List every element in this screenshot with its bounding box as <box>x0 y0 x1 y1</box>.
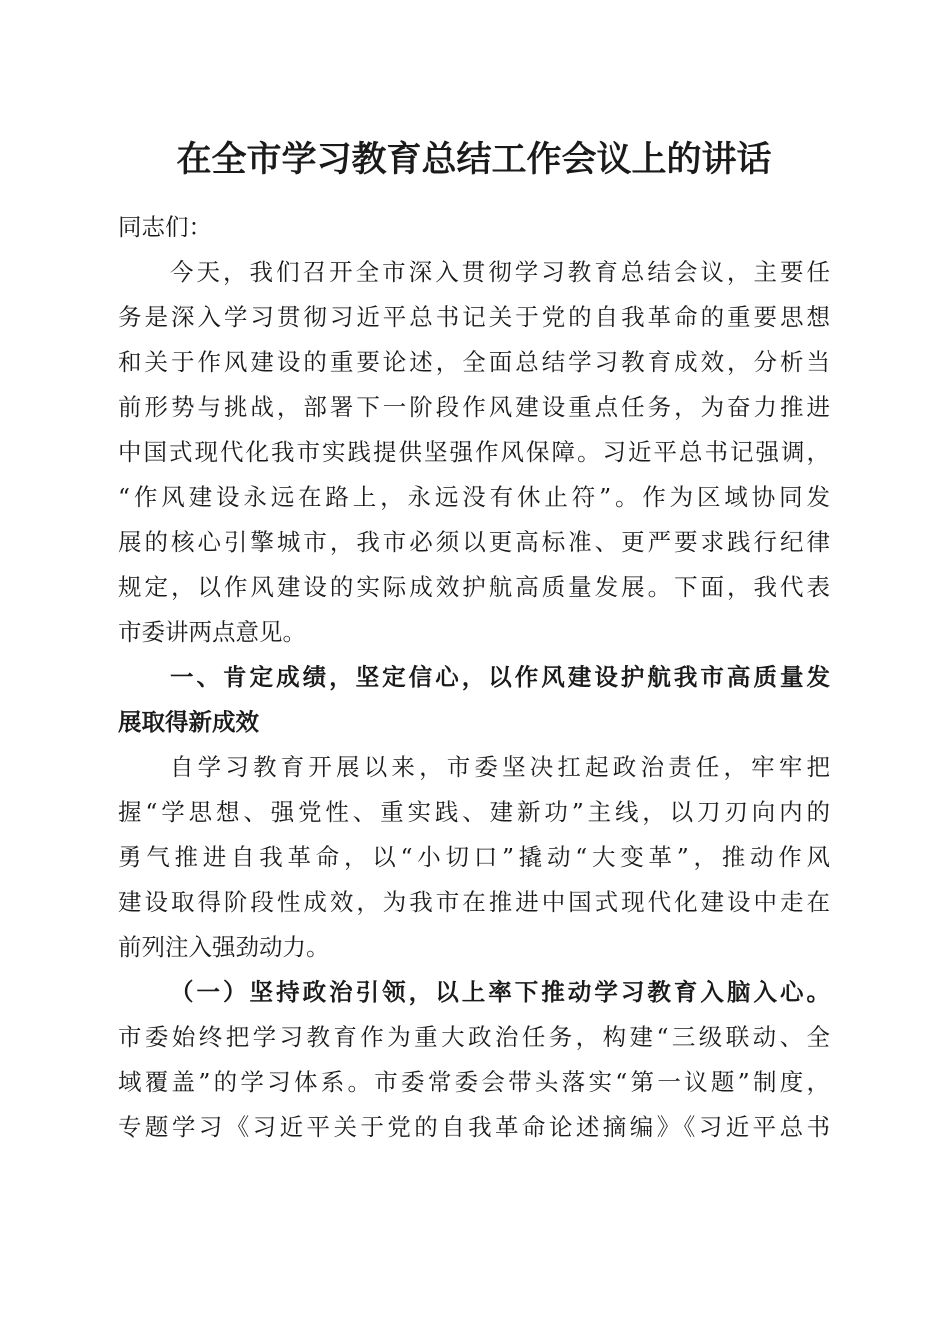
paragraph-line: 展的核心引擎城市，我市必须以更高标准、更严要求践行纪律 <box>118 528 830 556</box>
paragraph-line: 自学习教育开展以来，市委坚决扛起政治责任，牢牢把 <box>170 753 830 781</box>
paragraph-line: 中国式现代化我市实践提供坚强作风保障。习近平总书记强调， <box>118 438 830 466</box>
document-page <box>118 0 830 1150</box>
subsection-1 <box>118 970 830 1150</box>
heading-line: 一、肯定成绩，坚定信心，以作风建设护航我市高质量发 <box>170 663 830 691</box>
paragraph-line: 今天，我们召开全市深入贯彻学习教育总结会议，主要任 <box>170 258 830 286</box>
paragraph-line: 握“学思想、强党性、重实践、建新功”主线，以刀刃向内的 <box>118 798 830 826</box>
document-body <box>118 205 830 1150</box>
paragraph-line: “作风建设永远在路上，永远没有休止符”。作为区域协同发 <box>118 483 830 511</box>
salutation: 同志们： <box>118 213 212 241</box>
subheading: （一）坚持政治引领，以上率下推动学习教育入脑入心。 <box>170 978 830 1006</box>
paragraph-line: 前列注入强劲动力。 <box>118 933 330 961</box>
paragraph-line: 建设取得阶段性成效，为我市在推进中国式现代化建设中走在 <box>118 888 830 916</box>
document-title: 在全市学习教育总结工作会议上的讲话 <box>176 139 772 180</box>
paragraph-line: 前形势与挑战，部署下一阶段作风建设重点任务，为奋力推进 <box>118 393 830 421</box>
paragraph-line: 和关于作风建设的重要论述，全面总结学习教育成效，分析当 <box>118 348 830 376</box>
intro-paragraph <box>118 250 830 655</box>
paragraph-line: 务是深入学习贯彻习近平总书记关于党的自我革命的重要思想 <box>118 303 830 331</box>
paragraph-line: 市委始终把学习教育作为重大政治任务，构建“三级联动、全 <box>118 1023 830 1051</box>
paragraph-line: 域覆盖”的学习体系。市委常委会带头落实“第一议题”制度， <box>118 1068 830 1096</box>
paragraph-line: 市委讲两点意见。 <box>118 618 306 646</box>
section-1-paragraph <box>118 745 830 970</box>
paragraph-line: 专题学习《习近平关于党的自我革命论述摘编》《习近平总书 <box>118 1113 830 1141</box>
section-heading-1 <box>118 655 830 745</box>
heading-line: 展取得新成效 <box>118 708 259 736</box>
paragraph-line: 勇气推进自我革命，以“小切口”撬动“大变革”，推动作风 <box>118 843 830 871</box>
paragraph-line: 规定，以作风建设的实际成效护航高质量发展。下面，我代表 <box>118 573 830 601</box>
